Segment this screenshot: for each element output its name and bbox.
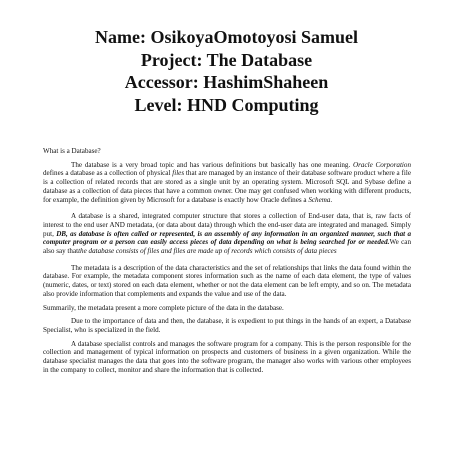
p2-bold-definition: DB, as database is often called or represented, is an assembly of any information in an organized manner, such that a computer program or a person can easily access pieces of data depending on what is being searched for or needed.: [43, 229, 411, 247]
p1-oracle-corporation: Oracle Corporation: [353, 160, 411, 169]
document-body: [43, 147, 411, 382]
p1-text-a: The database is a very broad topic and has various definitions but basically has one meaning.: [71, 160, 354, 169]
p2-italic-files: the database consists of files and files are made up of records which consists of data pieces: [78, 247, 337, 256]
section-question: What is a Database?: [43, 147, 101, 155]
paragraph-definitions: [43, 161, 411, 205]
p2-text-c: We can also say that: [43, 238, 411, 256]
p2-text-a: A database is a shared, integrated computer structure that stores a collection of End-user data, that is, raw facts of interest to the end user AND metadata, (or data about data) through which the end-user data are integrated and managed. Simply put,: [43, 212, 411, 238]
p1-text-g: .: [330, 195, 333, 204]
paragraph-metadata: The metadata is a description of the data characteristics and the set of relationships that links the data found within the database. For example, the metadata component stores information such as the name of each data element, the type of values (numeric, dates, or text) stored on each data element, whether or not the data element can be left empty, and so on. The metadata also provide information that complements and expands the value and use of the data.: [43, 263, 411, 298]
p1-schema: Schema: [308, 195, 331, 204]
name-line: Name: OsikoyaOmotoyosi Samuel: [95, 27, 358, 47]
accessor-line: Accessor: HashimShaheen: [124, 72, 329, 92]
p1-files: files: [172, 169, 185, 178]
p1-text-c: defines a database as a collection of physical: [43, 169, 173, 178]
p1-text-e: that are managed by an instance of their database software product where a file is a collection of related records that are stored as a single unit by an operating system. Microsoft SQL and Sybase define a database as a collection of data pieces that have a common owner. One may get confused when working with different products, for example, the definition given by Microsoft for a database is exactly how Oracle defines a: [43, 169, 411, 204]
title-block: [0, 26, 453, 116]
paragraph-expert: Due to the importance of data and then, the database, it is expedient to put things in the hands of an expert, a Database Specialist, who is specialized in the field.: [43, 317, 411, 334]
paragraph-specialist: A database specialist controls and manages the software program for a company. This is the person responsible for the collection and management of typical information on prospects and customers of business in a given organization. While the database specialist manages the data that goes into the software program, the manager also works with various other employees in the company to collect, monitor and share the information that is collected.: [43, 339, 411, 374]
paragraph-shared-structure: [43, 212, 411, 256]
level-line: Level: HND Computing: [134, 94, 319, 115]
project-line: Project: The Database: [140, 49, 313, 70]
paragraph-summary: Summarily, the metadata present a more complete picture of the data in the database.: [43, 303, 284, 312]
